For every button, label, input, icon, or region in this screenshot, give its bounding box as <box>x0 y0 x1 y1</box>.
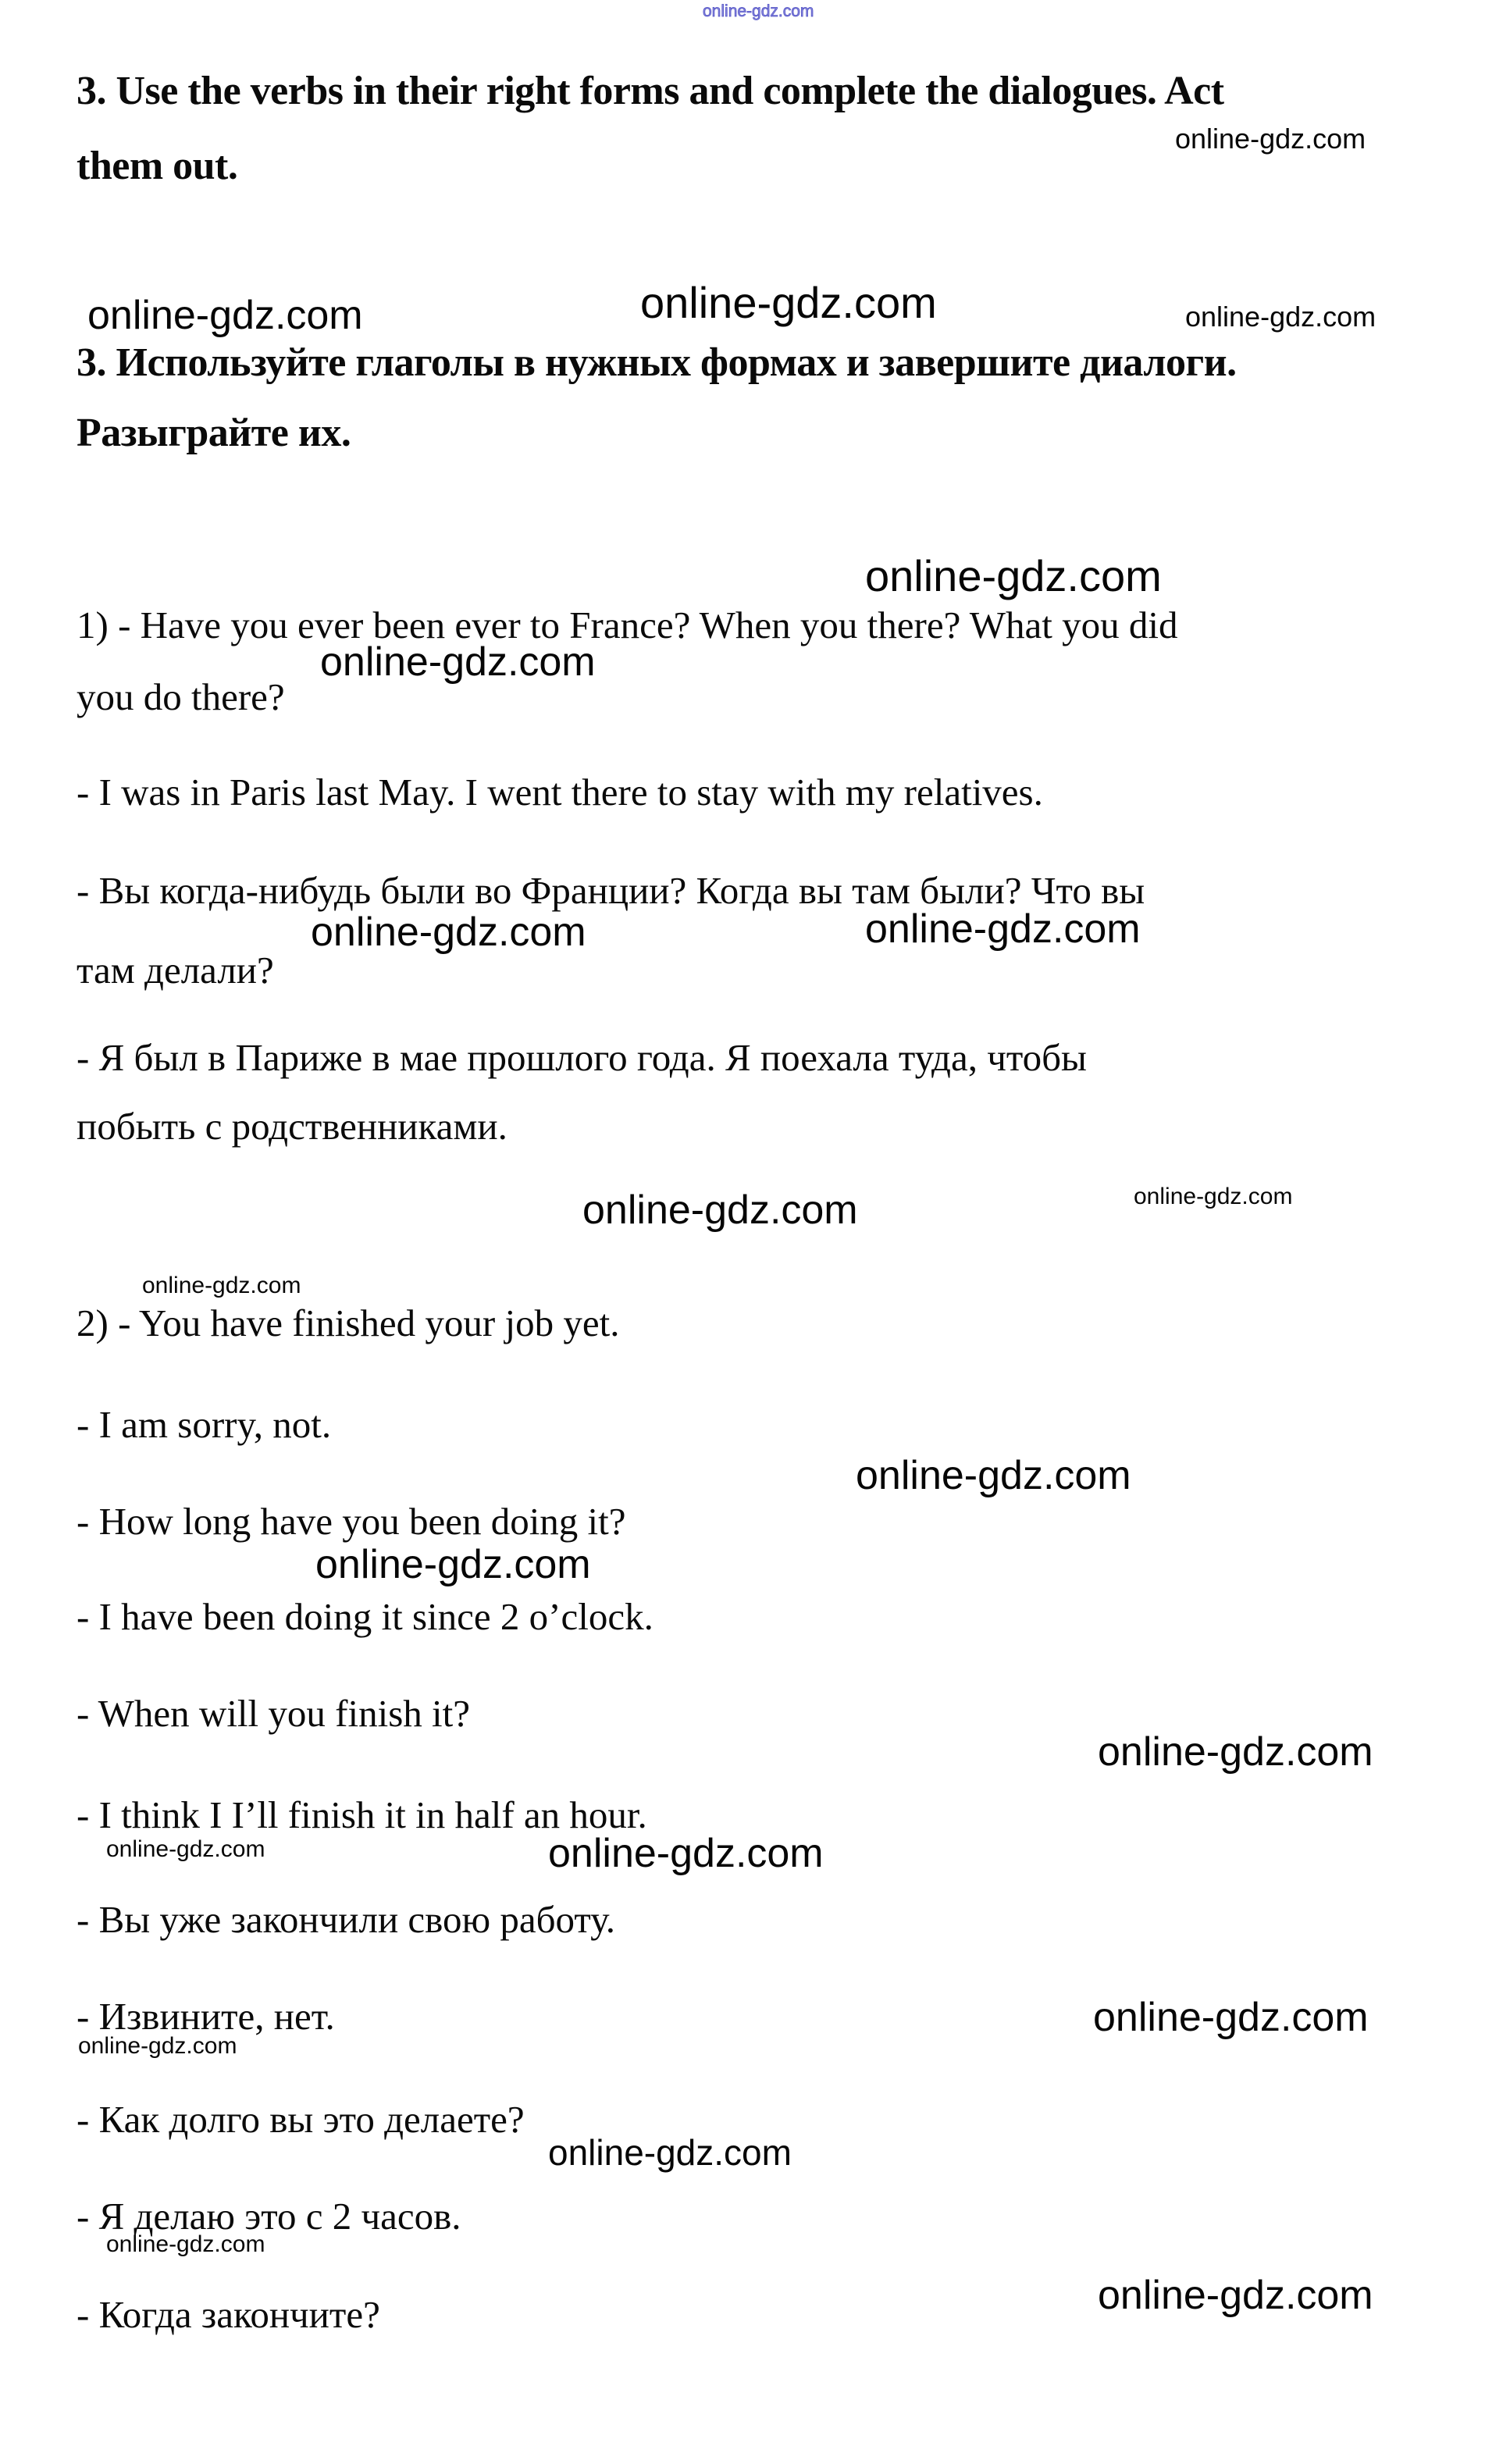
dialogue2-en-line-5: - When will you finish it? <box>77 1692 470 1735</box>
dialogue2-ru-line-4: - Я делаю это с 2 часов. <box>77 2195 461 2238</box>
dialogue2-en-line-6: - I think I I’ll finish it in half an hour. <box>77 1793 647 1836</box>
dialogue2-en-line-2: - I am sorry, not. <box>77 1403 332 1446</box>
watermark: online-gdz.com <box>1134 1184 1293 1209</box>
watermark: online-gdz.com <box>311 910 586 955</box>
title-ru-line-2: Разыграйте их. <box>77 411 351 455</box>
watermark: online-gdz.com <box>1093 1995 1369 2040</box>
watermark: online-gdz.com <box>1175 123 1366 155</box>
watermark: online-gdz.com <box>315 1542 591 1587</box>
dialogue1-en-line-1: 1) - Have you ever been ever to France? When you there? What you did <box>77 604 1178 646</box>
dialogue2-ru-line-1: - Вы уже закончили свою работу. <box>77 1898 615 1941</box>
watermark: online-gdz.com <box>1098 1729 1373 1775</box>
dialogue2-ru-line-2: - Извините, нет. <box>77 1995 335 2038</box>
watermark: online-gdz.com <box>1098 2273 1373 2318</box>
watermark: online-gdz.com <box>106 2231 265 2257</box>
dialogue2-ru-line-3: - Как долго вы это делаете? <box>77 2098 525 2141</box>
dialogue1-en-line-2: you do there? <box>77 675 285 718</box>
title-en-line-2: them out. <box>77 144 238 188</box>
title-ru-line-1: 3. Используйте глаголы в нужных формах и завершите диалоги. <box>77 340 1237 385</box>
dialogue1-ru-line-1: - Вы когда-нибудь были во Франции? Когда вы там были? Что вы <box>77 869 1145 912</box>
title-en-line-1: 3. Use the verbs in their right forms and complete the dialogues. Act <box>77 69 1224 113</box>
watermark: online-gdz.com <box>548 2132 792 2173</box>
dialogue2-en-line-1: 2) - You have finished your job yet. <box>77 1301 620 1344</box>
watermark: online-gdz.com <box>87 293 363 338</box>
dialogue1-en-line-3: - I was in Paris last May. I went there to stay with my relatives. <box>77 771 1043 814</box>
dialogue1-ru-line-4: побыть с родственниками. <box>77 1105 507 1148</box>
watermark: online-gdz.com <box>548 1831 824 1876</box>
watermark-top: online-gdz.com <box>703 2 814 20</box>
dialogue2-ru-line-5: - Когда закончите? <box>77 2293 380 2336</box>
dialogue1-ru-line-2: там делали? <box>77 949 274 992</box>
dialogue1-ru-line-3: - Я был в Париже в мае прошлого года. Я поехала туда, чтобы <box>77 1036 1087 1079</box>
watermark: online-gdz.com <box>865 906 1141 952</box>
dialogue2-en-line-4: - I have been doing it since 2 o’clock. <box>77 1595 654 1638</box>
watermark: online-gdz.com <box>582 1187 858 1233</box>
watermark: online-gdz.com <box>1185 301 1376 333</box>
watermark: online-gdz.com <box>865 551 1162 600</box>
dialogue2-en-line-3: - How long have you been doing it? <box>77 1500 626 1543</box>
watermark: online-gdz.com <box>142 1273 301 1298</box>
watermark: online-gdz.com <box>78 2033 237 2059</box>
watermark: online-gdz.com <box>320 639 596 685</box>
watermark: online-gdz.com <box>640 278 937 327</box>
watermark: online-gdz.com <box>106 1836 265 1862</box>
watermark: online-gdz.com <box>856 1453 1131 1498</box>
